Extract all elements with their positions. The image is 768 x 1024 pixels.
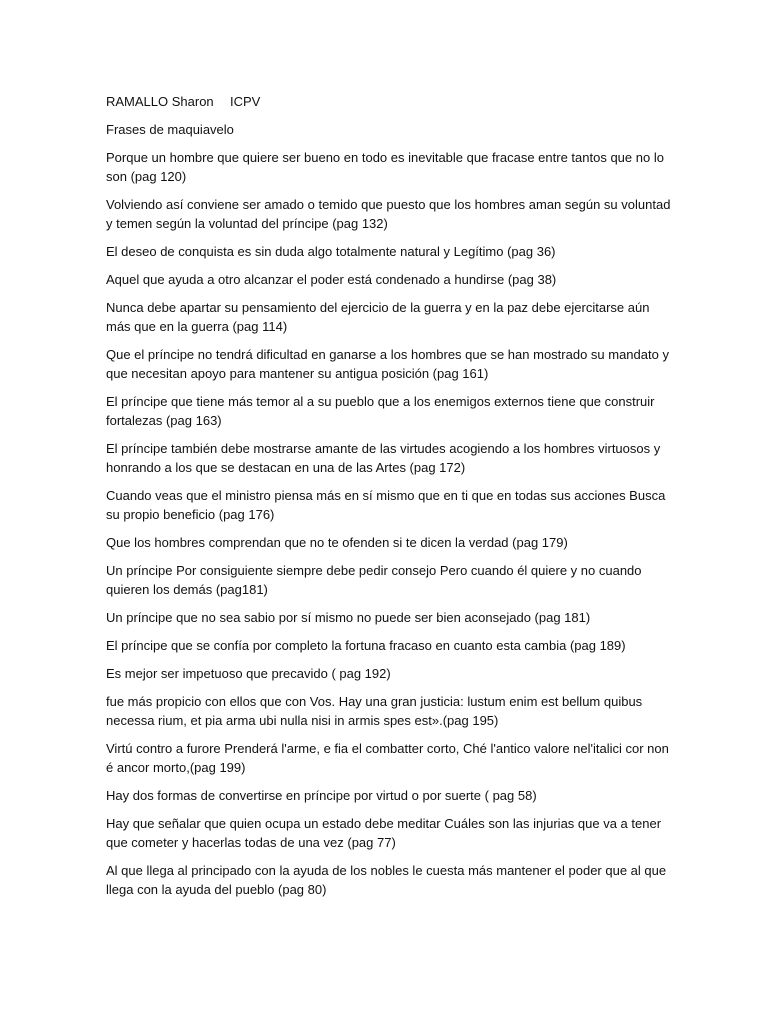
course-name: ICPV bbox=[230, 94, 261, 109]
quote-9: Cuando veas que el ministro piensa más en sí mismo que en ti que en todas sus acciones Busca su propio beneficio (pag 176) bbox=[106, 488, 666, 522]
quote-11: Un príncipe Por consiguiente siempre debe pedir consejo Pero cuando él quiere y no cuando quieren los demás (pag181) bbox=[106, 563, 642, 597]
quote-16: Virtú contro a furore Prenderá l'arme, e fia el combatter corto, Ché l'antico valore nel'italici cor non é ancor morto,(pag 199) bbox=[106, 741, 669, 775]
quote-2: Volviendo así conviene ser amado o temido que puesto que los hombres aman según su voluntad y temen según la voluntad del príncipe (pag 132) bbox=[106, 197, 671, 231]
document-title: Frases de maquiavelo bbox=[106, 122, 234, 137]
author-name: RAMALLO Sharon bbox=[106, 94, 214, 109]
quote-4: Aquel que ayuda a otro alcanzar el poder está condenado a hundirse (pag 38) bbox=[106, 272, 557, 287]
quote-list bbox=[106, 148, 672, 899]
quote-5: Nunca debe apartar su pensamiento del ejercicio de la guerra y en la paz debe ejercitarse aún más que en la guerra (pag 114) bbox=[106, 300, 650, 334]
quote-15: fue más propicio con ellos que con Vos. Hay una gran justicia: lustum enim est bellum quibus necessa rium, et pia arma ubi nulla nisi in armis spes est».(pag 195) bbox=[106, 694, 643, 728]
quote-14: Es mejor ser impetuoso que precavido ( pag 192) bbox=[106, 666, 391, 681]
quote-8: El príncipe también debe mostrarse amante de las virtudes acogiendo a los hombres virtuosos y honrando a los que se destacan en una de las Artes (pag 172) bbox=[106, 441, 661, 475]
quote-6: Que el príncipe no tendrá dificultad en ganarse a los hombres que se han mostrado su mandato y que necesitan apoyo para mantener su antigua posición (pag 161) bbox=[106, 347, 669, 381]
quote-17: Hay dos formas de convertirse en príncipe por virtud o por suerte ( pag 58) bbox=[106, 788, 537, 803]
quote-18: Hay que señalar que quien ocupa un estado debe meditar Cuáles son las injurias que va a tener que cometer y hacerlas todas de una vez (pag 77) bbox=[106, 816, 662, 850]
quote-13: El príncipe que se confía por completo la fortuna fracaso en cuanto esta cambia (pag 189) bbox=[106, 638, 626, 653]
document-header bbox=[106, 92, 672, 111]
quote-12: Un príncipe que no sea sabio por sí mismo no puede ser bien aconsejado (pag 181) bbox=[106, 610, 591, 625]
quote-3: El deseo de conquista es sin duda algo totalmente natural y Legítimo (pag 36) bbox=[106, 244, 556, 259]
quote-1: Porque un hombre que quiere ser bueno en todo es inevitable que fracase entre tantos que no lo son (pag 120) bbox=[106, 150, 664, 184]
quote-19: Al que llega al principado con la ayuda de los nobles le cuesta más mantener el poder que al que llega con la ayuda del pueblo (pag 80) bbox=[106, 863, 667, 897]
quote-10: Que los hombres comprendan que no te ofenden si te dicen la verdad (pag 179) bbox=[106, 535, 568, 550]
quote-7: El príncipe que tiene más temor al a su pueblo que a los enemigos externos tiene que construir fortalezas (pag 163) bbox=[106, 394, 655, 428]
